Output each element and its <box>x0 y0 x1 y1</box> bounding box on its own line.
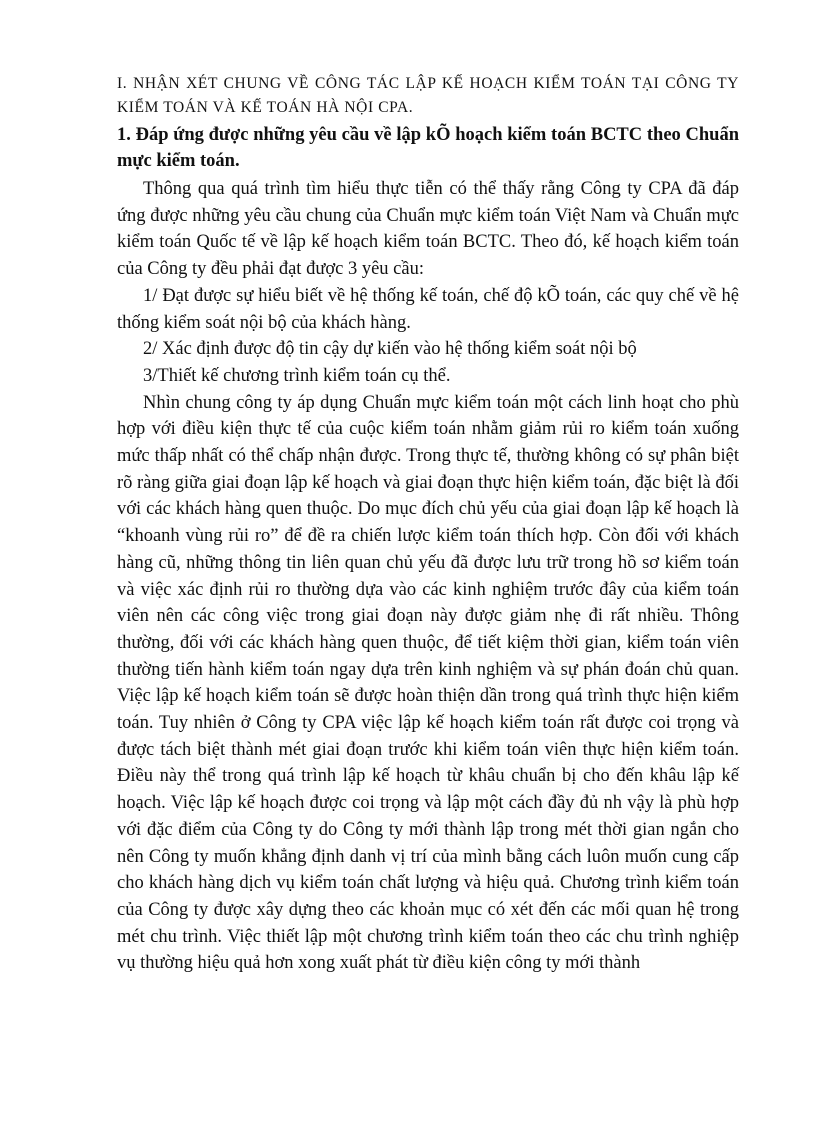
subsection-heading: 1. Đáp ứng được những yêu cầu về lập kÕ hoạch kiểm toán BCTC theo Chuẩn mực kiểm toán. <box>117 125 739 171</box>
document-page <box>117 72 739 977</box>
paragraph-assessment: Nhìn chung công ty áp dụng Chuẩn mực kiểm toán một cách linh hoạt cho phù hợp với điều kiện thực tế của cuộc kiểm toán nhằm giảm rủi ro kiểm toán xuống mức thấp nhất có thể chấp nhận được. Trong thực tế, thường không có sự phân biệt rõ ràng giữa giai đoạn lập kế hoạch và giai đoạn thực hiện kiểm toán, đặc biệt là đối với các khách hàng quen thuộc. Do mục đích chủ yếu của giai đoạn lập kế hoạch là “khoanh vùng rủi ro” để đề ra chiến lược kiểm toán thích hợp. Còn đối với khách hàng cũ, những thông tin liên quan chủ yếu đã được lưu trữ trong hồ sơ kiểm toán và việc xác định rủi ro thường dựa vào các kinh nghiệm trước đây của kiểm toán viên nên các công việc trong giai đoạn này được giảm nhẹ đi rất nhiều. Thông thường, đối với các khách hàng quen thuộc, để tiết kiệm thời gian, kiểm toán viên thường tiến hành kiểm toán ngay dựa trên kinh nghiệm và sự phán đoán chủ quan. Việc lập kế hoạch kiểm toán sẽ được hoàn thiện dần trong quá trình thực hiện kiểm toán. Tuy nhiên ở Công ty CPA việc lập kế hoạch kiểm toán rất được coi trọng và được tách biệt thành mét giai đoạn trước khi kiểm toán viên thực hiện kiểm toán. Điều này thể trong quá trình lập kế hoạch từ khâu chuẩn bị cho đến khâu lập kế hoạch. Việc lập kế hoạch được coi trọng và lập một cách đầy đủ nh vậy là phù hợp với đặc điểm của Công ty do Công ty mới thành lập trong mét thời gian ngắn cho nên Công ty muốn khẳng định danh vị trí của mình bằng cách luôn muốn cung cấp cho khách hàng dịch vụ kiểm toán chất lượng và hiệu quả. Chương trình kiểm toán của Công ty được xây dựng theo các khoản mục có xét đến các mối quan hệ trong mét chu trình. Việc thiết lập một chương trình kiểm toán theo các chu trình nghiệp vụ thường hiệu quả hơn xong xuất phát từ điều kiện công ty mới thành <box>117 392 739 974</box>
paragraph-requirement-3: 3/Thiết kế chương trình kiểm toán cụ thể. <box>143 365 451 386</box>
paragraph-requirement-1: 1/ Đạt được sự hiểu biết về hệ thống kế toán, chế độ kÕ toán, các quy chế về hệ thống kiểm soát nội bộ của khách hàng. <box>117 285 739 333</box>
paragraph-requirement-2: 2/ Xác định được độ tin cậy dự kiến vào hệ thống kiểm soát nội bộ <box>143 339 637 360</box>
section-heading: I. NHẬN XÉT CHUNG VỀ CÔNG TÁC LẬP KẾ HOẠCH KIỂM TOÁN TẠI CÔNG TY KIỂM TOÁN VÀ KẾ TOÁN HÀ NỘI CPA. <box>117 75 739 116</box>
paragraph-intro: Thông qua quá trình tìm hiểu thực tiễn có thể thấy rằng Công ty CPA đã đáp ứng được những yêu cầu chung của Chuẩn mực kiểm toán Việt Nam và Chuẩn mực kiểm toán Quốc tế về lập kế hoạch kiểm toán BCTC. Theo đó, kế hoạch kiểm toán của Công ty đều phải đạt được 3 yêu cầu: <box>117 179 739 280</box>
